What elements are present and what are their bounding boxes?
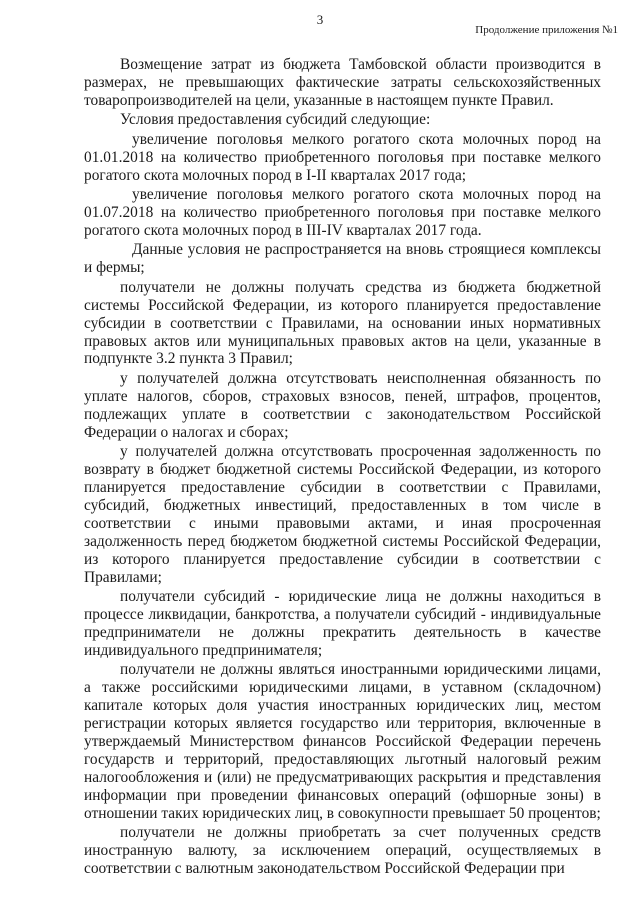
paragraph-no-tax-arrears: у получателей должна отсутствовать неисполненная обязанность по уплате налогов, сборов, страховых взносов, пеней, штрафов, процентов, подлежащих уплате в соответствии с законодательством Российской Федерации о налогах и сборах; — [84, 369, 601, 441]
paragraph-conditions-intro: Условия предоставления субсидий следующие: — [120, 111, 431, 129]
appendix-continuation-note: Продолжение приложения №1 — [475, 24, 618, 36]
paragraph-cost-reimbursement: Возмещение затрат из бюджета Тамбовской области производится в размерах, не превышающих фактические затраты сельскохозяйственных товаропроизводителей на цели, указанные в настоящем пункте Правил. — [84, 56, 601, 109]
paragraph-no-foreign-currency: получатели не должны приобретать за счет полученных средств иностранную валюту, за исключением операций, осуществляемых в соответствии с валютным законодательством Российской Федерации при — [84, 824, 601, 877]
paragraph-no-other-budget-funds: получатели не должны получать средства из бюджета бюджетной системы Российской Федерации, из которого планируется предоставление субсидии в соответствии с Правилами, на основании иных нормативных правовых актов или муниципальных правовых актов на цели, указанные в подпункте 3.2 пункта 3 Правил; — [84, 278, 601, 368]
paragraph-condition-h1: увеличение поголовья мелкого рогатого скота молочных пород на 01.01.2018 на количество приобретенного поголовья при поставке мелкого рогатого скота молочных пород в I-II кварталах 2017 года; — [84, 130, 601, 184]
paragraph-new-complexes-exception: Данные условия не распространяется на вновь строящиеся комплексы и фермы; — [84, 241, 601, 277]
paragraph-condition-h2: увеличение поголовья мелкого рогатого скота молочных пород на 01.07.2018 на количество приобретенного поголовья при поставке мелкого рогатого скота молочных пород в III-IV кварталах 2017 года. — [84, 186, 601, 239]
paragraph-no-overdue-debt: у получателей должна отсутствовать просроченная задолженность по возврату в бюджет бюджетной системы Российской Федерации, из которого планируется предоставление субсидии в соответствии с Правилами, субсидий, бюджетных инвестиций, предоставленных в том числе в соответствии с иными правовыми актами, и иная просроченная задолженность перед бюджетом бюджетной системы Российской Федерации, из которого планируется предоставление субсидии в соответствии с Правилами; — [84, 443, 601, 586]
document-body — [84, 56, 601, 879]
page-number: 3 — [316, 12, 324, 27]
paragraph-no-liquidation: получатели субсидий - юридические лица не должны находиться в процессе ликвидации, банкротства, а получатели субсидий - индивидуальные предприниматели не должны прекратить деятельность в качестве индивидуального предпринимателя; — [84, 588, 601, 659]
paragraph-no-foreign-entities: получатели не должны являться иностранными юридическими лицами, а также российскими юридическими лицами, в уставном (складочном) капитале которых доля участия иностранных юридических лиц, местом регистрации которых является государство или территория, включенные в утверждаемый Министерством финансов Российской Федерации перечень государств и территорий, предоставляющих льготный налоговый режим налогообложения и (или) не предусматривающих раскрытия и представления информации при проведении финансовых операций (офшорные зоны) в отношении таких юридических лиц, в совокупности превышает 50 процентов; — [84, 661, 601, 822]
